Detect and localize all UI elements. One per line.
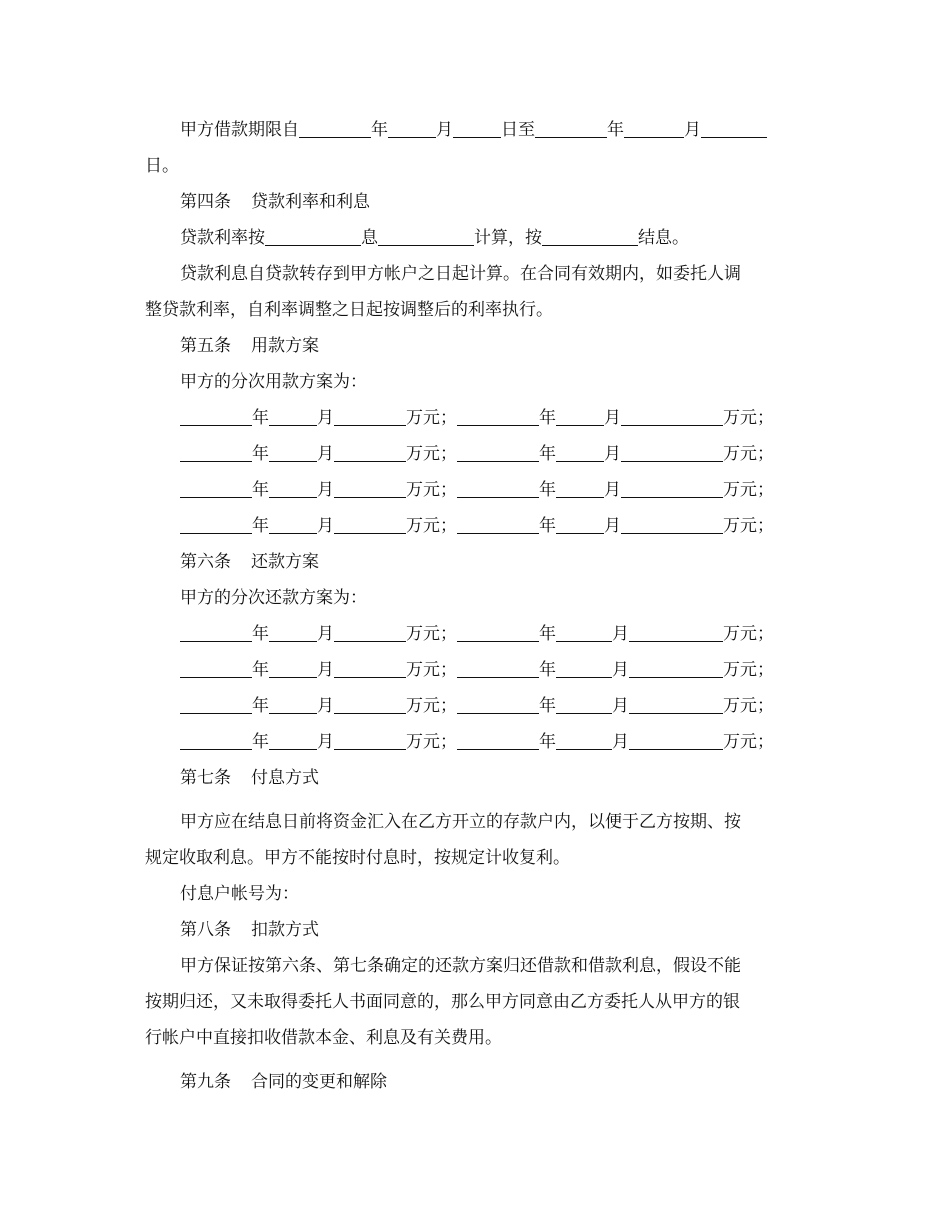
blank-field[interactable] bbox=[556, 515, 604, 534]
blank-field[interactable] bbox=[556, 623, 612, 642]
blank-field[interactable] bbox=[556, 407, 604, 426]
blank-field[interactable] bbox=[556, 659, 612, 678]
drawdown-intro: 甲方的分次用款方案为： bbox=[180, 372, 367, 392]
blank-field[interactable] bbox=[457, 623, 539, 642]
loan-term-label: 甲方借款期限自 bbox=[180, 120, 299, 140]
schedule-row: 年 月 万元； 年 月 万元； bbox=[180, 475, 805, 505]
blank-field[interactable] bbox=[388, 119, 436, 138]
paragraph-line: 甲方保证按第六条、第七条确定的还款方案归还借款和借款利息，假设不能 bbox=[180, 956, 741, 976]
schedule-row: 年 月 万元； 年 月 万元； bbox=[180, 691, 805, 721]
rate-settle: 结息。 bbox=[638, 228, 689, 248]
blank-field[interactable] bbox=[180, 479, 252, 498]
article-title: 还款方案 bbox=[251, 552, 319, 572]
blank-field[interactable] bbox=[453, 119, 501, 138]
article-number: 第四条 bbox=[180, 192, 231, 212]
schedule-row: 年 月 万元； 年 月 万元； bbox=[180, 619, 805, 649]
blank-field[interactable] bbox=[629, 731, 723, 750]
blank-field[interactable] bbox=[180, 515, 252, 534]
blank-field[interactable] bbox=[621, 443, 723, 462]
blank-field[interactable] bbox=[457, 695, 539, 714]
blank-field[interactable] bbox=[629, 695, 723, 714]
article-title: 用款方案 bbox=[251, 336, 319, 356]
article-number: 第九条 bbox=[180, 1072, 231, 1092]
rate-line bbox=[180, 223, 805, 253]
blank-field[interactable] bbox=[334, 515, 406, 534]
blank-field[interactable] bbox=[269, 479, 317, 498]
blank-field[interactable] bbox=[180, 407, 252, 426]
blank-field[interactable] bbox=[269, 515, 317, 534]
blank-field[interactable] bbox=[334, 695, 406, 714]
article-6-heading bbox=[180, 547, 805, 577]
article-number: 第七条 bbox=[180, 768, 231, 788]
blank-field[interactable] bbox=[624, 119, 684, 138]
year-label: 年 bbox=[607, 120, 624, 140]
repayment-intro: 甲方的分次还款方案为： bbox=[180, 588, 367, 608]
blank-field[interactable] bbox=[621, 515, 723, 534]
blank-field[interactable] bbox=[269, 695, 317, 714]
blank-field[interactable] bbox=[556, 731, 612, 750]
blank-field[interactable] bbox=[535, 119, 607, 138]
blank-field[interactable] bbox=[269, 623, 317, 642]
schedule-row: 年 月 万元； 年 月 万元； bbox=[180, 403, 805, 433]
blank-field[interactable] bbox=[701, 119, 767, 138]
blank-field[interactable] bbox=[457, 479, 539, 498]
blank-field[interactable] bbox=[334, 731, 406, 750]
article-4-heading bbox=[180, 187, 805, 217]
paragraph-line: 甲方应在结息日前将资金汇入在乙方开立的存款户内，以便于乙方按期、按 bbox=[180, 812, 741, 832]
blank-field[interactable] bbox=[180, 623, 252, 642]
blank-field[interactable] bbox=[378, 227, 474, 246]
paragraph-line: 行帐户中直接扣收借款本金、利息及有关费用。 bbox=[145, 1028, 502, 1048]
blank-field[interactable] bbox=[457, 731, 539, 750]
blank-field[interactable] bbox=[269, 731, 317, 750]
month-label: 月 bbox=[684, 120, 701, 140]
blank-field[interactable] bbox=[265, 227, 361, 246]
article-number: 第六条 bbox=[180, 552, 231, 572]
paragraph-line: 按期归还，又未取得委托人书面同意的，那么甲方同意由乙方委托人从甲方的银 bbox=[145, 992, 740, 1012]
loan-term-line bbox=[180, 115, 805, 145]
blank-field[interactable] bbox=[180, 695, 252, 714]
article-title: 贷款利率和利息 bbox=[251, 192, 370, 212]
blank-field[interactable] bbox=[457, 443, 539, 462]
blank-field[interactable] bbox=[334, 479, 406, 498]
day-end-label: 日。 bbox=[145, 156, 179, 176]
blank-field[interactable] bbox=[334, 443, 406, 462]
article-number: 第五条 bbox=[180, 336, 231, 356]
paragraph-line: 整贷款利率，自利率调整之日起按调整后的利率执行。 bbox=[145, 300, 553, 320]
article-title: 付息方式 bbox=[251, 768, 319, 788]
article-title: 扣款方式 bbox=[251, 920, 319, 940]
loan-term-line-end bbox=[145, 151, 805, 181]
rate-prefix: 贷款利率按 bbox=[180, 228, 265, 248]
blank-field[interactable] bbox=[269, 407, 317, 426]
schedule-row: 年 月 万元； 年 月 万元； bbox=[180, 511, 805, 541]
paragraph-line: 规定收取利息。甲方不能按时付息时，按规定计收复利。 bbox=[145, 848, 570, 868]
schedule-row: 年 月 万元； 年 月 万元； bbox=[180, 655, 805, 685]
blank-field[interactable] bbox=[542, 227, 638, 246]
article-title: 合同的变更和解除 bbox=[251, 1072, 387, 1092]
blank-field[interactable] bbox=[269, 659, 317, 678]
rate-calc: 计算，按 bbox=[474, 228, 542, 248]
day-to-label: 日至 bbox=[501, 120, 535, 140]
schedule-row: 年 月 万元； 年 月 万元； bbox=[180, 439, 805, 469]
blank-field[interactable] bbox=[180, 659, 252, 678]
blank-field[interactable] bbox=[334, 659, 406, 678]
year-label: 年 bbox=[371, 120, 388, 140]
blank-field[interactable] bbox=[457, 515, 539, 534]
blank-field[interactable] bbox=[556, 479, 604, 498]
paragraph-line: 贷款利息自贷款转存到甲方帐户之日起计算。在合同有效期内，如委托人调 bbox=[180, 264, 741, 284]
interest-account-line: 付息户帐号为： bbox=[180, 884, 299, 904]
blank-field[interactable] bbox=[629, 623, 723, 642]
blank-field[interactable] bbox=[621, 407, 723, 426]
blank-field[interactable] bbox=[556, 695, 612, 714]
blank-field[interactable] bbox=[629, 659, 723, 678]
schedule-row: 年 月 万元； 年 月 万元； bbox=[180, 727, 805, 757]
article-5-heading bbox=[180, 331, 805, 361]
blank-field[interactable] bbox=[457, 659, 539, 678]
article-number: 第八条 bbox=[180, 920, 231, 940]
blank-field[interactable] bbox=[621, 479, 723, 498]
blank-field[interactable] bbox=[180, 443, 252, 462]
month-label: 月 bbox=[436, 120, 453, 140]
blank-field[interactable] bbox=[299, 119, 371, 138]
article-8-heading bbox=[180, 915, 805, 945]
blank-field[interactable] bbox=[457, 407, 539, 426]
blank-field[interactable] bbox=[334, 623, 406, 642]
article-7-heading bbox=[180, 763, 805, 793]
blank-field[interactable] bbox=[180, 731, 252, 750]
blank-field[interactable] bbox=[556, 443, 604, 462]
blank-field[interactable] bbox=[269, 443, 317, 462]
blank-field[interactable] bbox=[334, 407, 406, 426]
rate-xi: 息 bbox=[361, 228, 378, 248]
article-9-heading bbox=[180, 1067, 805, 1097]
